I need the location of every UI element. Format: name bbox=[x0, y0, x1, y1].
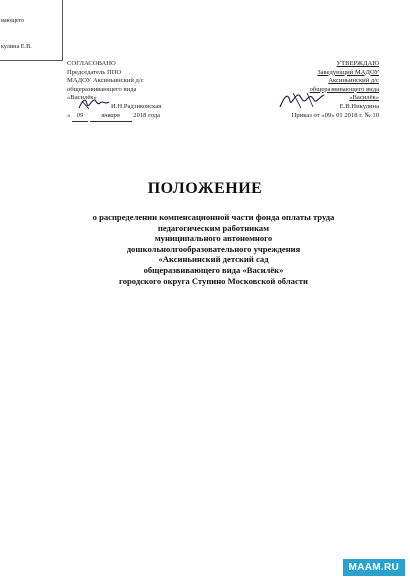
fragment-line-1: вающего bbox=[1, 17, 25, 24]
agreed-line-4: «Василёк» bbox=[67, 94, 97, 102]
subtitle-line: педагогическим работникам bbox=[157, 222, 270, 233]
agreed-date bbox=[67, 112, 217, 121]
date-month: января bbox=[90, 112, 132, 122]
date-open-quote: « bbox=[67, 111, 71, 119]
agreed-line-3: общеразвивающего вида bbox=[67, 85, 137, 93]
fragment-line-2: кулина Е.В. bbox=[1, 43, 32, 50]
signature-left bbox=[77, 97, 111, 111]
approved-line-4: «Василёк» bbox=[349, 94, 379, 102]
order-line: Приказ от «09» 01 2018 г. № 10 bbox=[291, 111, 379, 119]
document-title: ПОЛОЖЕНИЕ bbox=[147, 180, 263, 197]
subtitle-line: о распределении компенсационной части фонда оплаты труда bbox=[92, 212, 335, 222]
agreed-line-2: МАДОУ Аксиньинский д/с bbox=[67, 77, 144, 85]
date-year: 2018 года bbox=[133, 111, 161, 119]
signature-right bbox=[277, 91, 327, 111]
agreed-line-1: Председатель ППО bbox=[67, 68, 122, 76]
subtitle-line: «Аксиньинский детский сад bbox=[158, 254, 269, 265]
subtitle-line: общеразвивающего вида «Василёк» bbox=[143, 264, 284, 275]
maam-watermark: MAAM.RU bbox=[343, 559, 405, 576]
signatory-left-name: И.Н.Радзиковская bbox=[111, 102, 162, 110]
document-subtitle bbox=[55, 212, 372, 286]
subtitle-line: дошкольнолгообразовательного учреждения bbox=[126, 243, 301, 254]
approved-line-1: Заведующий МАДОУ bbox=[317, 68, 379, 76]
approved-line-3: общеразвивающего вида bbox=[309, 85, 379, 93]
subtitle-line: городского округа Ступино Московской области bbox=[119, 275, 308, 286]
approved-heading: УТВЕРЖДАЮ bbox=[336, 60, 379, 67]
approval-right-block bbox=[229, 60, 379, 121]
subtitle-line: муниципального автономного bbox=[154, 233, 273, 244]
approved-line-2: Аксиньинский д/с bbox=[328, 77, 379, 85]
agreed-heading: СОГЛАСОВАНО bbox=[67, 60, 116, 67]
overlapping-page-fragment bbox=[0, 0, 63, 61]
approval-left-block bbox=[67, 60, 217, 121]
signatory-right-name: Е.В.Никулина bbox=[339, 102, 379, 110]
date-day: 09 bbox=[72, 112, 88, 122]
